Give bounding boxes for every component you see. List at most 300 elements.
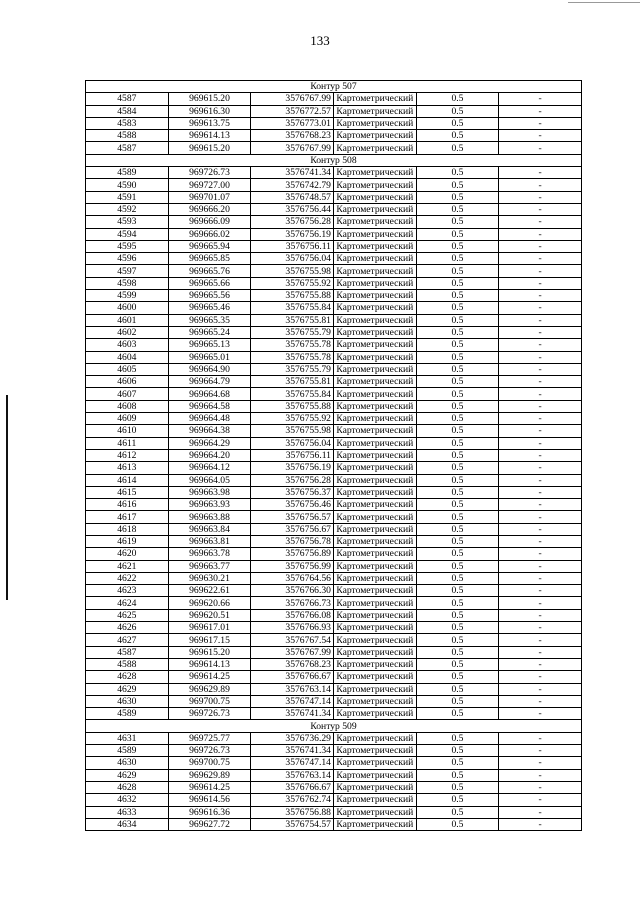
x-coordinate: 969617.01	[168, 622, 251, 634]
description: -	[499, 671, 582, 683]
table-row	[86, 425, 582, 437]
description: -	[499, 167, 582, 179]
y-coordinate: 3576755.81	[251, 376, 334, 388]
x-coordinate: 969665.01	[168, 351, 251, 363]
method: Картометрический	[333, 277, 416, 289]
y-coordinate: 3576756.67	[251, 523, 334, 535]
point-number: 4595	[86, 240, 169, 252]
x-coordinate: 969726.73	[168, 167, 251, 179]
point-number: 4609	[86, 413, 169, 425]
description: -	[499, 339, 582, 351]
method: Картометрический	[333, 388, 416, 400]
x-coordinate: 969627.72	[168, 818, 251, 830]
description: -	[499, 818, 582, 830]
point-number: 4618	[86, 523, 169, 535]
method: Картометрический	[333, 622, 416, 634]
method: Картометрический	[333, 376, 416, 388]
method: Картометрический	[333, 499, 416, 511]
coordinates-table-body	[86, 81, 582, 831]
table-row	[86, 818, 582, 830]
y-coordinate: 3576755.81	[251, 314, 334, 326]
y-coordinate: 3576768.23	[251, 130, 334, 142]
method: Картометрический	[333, 400, 416, 412]
point-number: 4600	[86, 302, 169, 314]
method: Картометрический	[333, 290, 416, 302]
precision: 0.5	[416, 265, 499, 277]
table-row	[86, 548, 582, 560]
table-row	[86, 167, 582, 179]
method: Картометрический	[333, 302, 416, 314]
method: Картометрический	[333, 413, 416, 425]
x-coordinate: 969665.94	[168, 240, 251, 252]
y-coordinate: 3576766.67	[251, 671, 334, 683]
method: Картометрический	[333, 757, 416, 769]
y-coordinate: 3576763.14	[251, 683, 334, 695]
precision: 0.5	[416, 671, 499, 683]
description: -	[499, 240, 582, 252]
precision: 0.5	[416, 609, 499, 621]
y-coordinate: 3576768.23	[251, 658, 334, 670]
coordinates-table	[85, 80, 582, 831]
y-coordinate: 3576747.14	[251, 695, 334, 707]
x-coordinate: 969620.66	[168, 597, 251, 609]
point-number: 4587	[86, 93, 169, 105]
method: Картометрический	[333, 732, 416, 744]
x-coordinate: 969664.58	[168, 400, 251, 412]
point-number: 4617	[86, 511, 169, 523]
y-coordinate: 3576762.74	[251, 794, 334, 806]
method: Картометрический	[333, 326, 416, 338]
y-coordinate: 3576755.88	[251, 290, 334, 302]
description: -	[499, 117, 582, 129]
table-row	[86, 449, 582, 461]
x-coordinate: 969666.09	[168, 216, 251, 228]
x-coordinate: 969629.89	[168, 769, 251, 781]
x-coordinate: 969614.13	[168, 658, 251, 670]
x-coordinate: 969614.25	[168, 781, 251, 793]
point-number: 4615	[86, 486, 169, 498]
x-coordinate: 969665.46	[168, 302, 251, 314]
y-coordinate: 3576755.98	[251, 265, 334, 277]
precision: 0.5	[416, 585, 499, 597]
table-row	[86, 117, 582, 129]
method: Картометрический	[333, 253, 416, 265]
precision: 0.5	[416, 228, 499, 240]
point-number: 4590	[86, 179, 169, 191]
point-number: 4583	[86, 117, 169, 129]
precision: 0.5	[416, 400, 499, 412]
x-coordinate: 969617.15	[168, 634, 251, 646]
table-row	[86, 683, 582, 695]
x-coordinate: 969701.07	[168, 191, 251, 203]
x-coordinate: 969666.20	[168, 203, 251, 215]
precision: 0.5	[416, 240, 499, 252]
method: Картометрический	[333, 351, 416, 363]
description: -	[499, 523, 582, 535]
table-row	[86, 523, 582, 535]
point-number: 4630	[86, 695, 169, 707]
x-coordinate: 969614.56	[168, 794, 251, 806]
method: Картометрический	[333, 339, 416, 351]
y-coordinate: 3576741.34	[251, 708, 334, 720]
x-coordinate: 969629.89	[168, 683, 251, 695]
description: -	[499, 437, 582, 449]
point-number: 4631	[86, 732, 169, 744]
y-coordinate: 3576767.99	[251, 142, 334, 154]
method: Картометрический	[333, 191, 416, 203]
point-number: 4597	[86, 265, 169, 277]
description: -	[499, 757, 582, 769]
method: Картометрический	[333, 449, 416, 461]
scan-margin-bar	[6, 395, 8, 600]
point-number: 4624	[86, 597, 169, 609]
precision: 0.5	[416, 363, 499, 375]
description: -	[499, 794, 582, 806]
description: -	[499, 93, 582, 105]
description: -	[499, 302, 582, 314]
table-row	[86, 437, 582, 449]
y-coordinate: 3576767.99	[251, 646, 334, 658]
description: -	[499, 486, 582, 498]
precision: 0.5	[416, 769, 499, 781]
precision: 0.5	[416, 462, 499, 474]
precision: 0.5	[416, 326, 499, 338]
table-row	[86, 228, 582, 240]
y-coordinate: 3576755.79	[251, 326, 334, 338]
point-number: 4591	[86, 191, 169, 203]
table-row	[86, 794, 582, 806]
method: Картометрический	[333, 105, 416, 117]
point-number: 4621	[86, 560, 169, 572]
precision: 0.5	[416, 572, 499, 584]
precision: 0.5	[416, 634, 499, 646]
description: -	[499, 388, 582, 400]
point-number: 4634	[86, 818, 169, 830]
x-coordinate: 969664.90	[168, 363, 251, 375]
method: Картометрический	[333, 658, 416, 670]
y-coordinate: 3576766.08	[251, 609, 334, 621]
point-number: 4611	[86, 437, 169, 449]
point-number: 4584	[86, 105, 169, 117]
table-row	[86, 535, 582, 547]
x-coordinate: 969614.25	[168, 671, 251, 683]
precision: 0.5	[416, 253, 499, 265]
y-coordinate: 3576756.19	[251, 228, 334, 240]
method: Картометрический	[333, 634, 416, 646]
description: -	[499, 634, 582, 646]
point-number: 4602	[86, 326, 169, 338]
precision: 0.5	[416, 523, 499, 535]
y-coordinate: 3576755.88	[251, 400, 334, 412]
point-number: 4605	[86, 363, 169, 375]
description: -	[499, 585, 582, 597]
point-number: 4625	[86, 609, 169, 621]
y-coordinate: 3576767.99	[251, 93, 334, 105]
point-number: 4589	[86, 167, 169, 179]
x-coordinate: 969665.13	[168, 339, 251, 351]
point-number: 4592	[86, 203, 169, 215]
point-number: 4587	[86, 142, 169, 154]
method: Картометрический	[333, 597, 416, 609]
table-row	[86, 597, 582, 609]
precision: 0.5	[416, 732, 499, 744]
method: Картометрический	[333, 425, 416, 437]
x-coordinate: 969664.05	[168, 474, 251, 486]
y-coordinate: 3576755.92	[251, 413, 334, 425]
table-row	[86, 400, 582, 412]
table-row	[86, 191, 582, 203]
y-coordinate: 3576756.28	[251, 216, 334, 228]
description: -	[499, 499, 582, 511]
y-coordinate: 3576747.14	[251, 757, 334, 769]
description: -	[499, 769, 582, 781]
point-number: 4613	[86, 462, 169, 474]
description: -	[499, 253, 582, 265]
x-coordinate: 969616.30	[168, 105, 251, 117]
precision: 0.5	[416, 437, 499, 449]
table-row	[86, 253, 582, 265]
y-coordinate: 3576755.92	[251, 277, 334, 289]
table-row	[86, 363, 582, 375]
description: -	[499, 548, 582, 560]
description: -	[499, 425, 582, 437]
point-number: 4598	[86, 277, 169, 289]
description: -	[499, 326, 582, 338]
precision: 0.5	[416, 646, 499, 658]
precision: 0.5	[416, 105, 499, 117]
point-number: 4608	[86, 400, 169, 412]
description: -	[499, 413, 582, 425]
x-coordinate: 969700.75	[168, 695, 251, 707]
table-row	[86, 326, 582, 338]
x-coordinate: 969665.66	[168, 277, 251, 289]
table-row	[86, 769, 582, 781]
y-coordinate: 3576756.37	[251, 486, 334, 498]
x-coordinate: 969726.73	[168, 708, 251, 720]
point-number: 4630	[86, 757, 169, 769]
precision: 0.5	[416, 806, 499, 818]
method: Картометрический	[333, 781, 416, 793]
x-coordinate: 969665.85	[168, 253, 251, 265]
method: Картометрический	[333, 695, 416, 707]
table-row	[86, 216, 582, 228]
x-coordinate: 969615.20	[168, 142, 251, 154]
table-row	[86, 203, 582, 215]
table-row	[86, 376, 582, 388]
table-row	[86, 671, 582, 683]
method: Картометрический	[333, 216, 416, 228]
table-row	[86, 646, 582, 658]
x-coordinate: 969663.88	[168, 511, 251, 523]
table-row	[86, 806, 582, 818]
point-number: 4616	[86, 499, 169, 511]
description: -	[499, 449, 582, 461]
point-number: 4589	[86, 708, 169, 720]
method: Картометрический	[333, 142, 416, 154]
method: Картометрический	[333, 560, 416, 572]
point-number: 4587	[86, 646, 169, 658]
x-coordinate: 969663.77	[168, 560, 251, 572]
contour-header-row	[86, 154, 582, 166]
x-coordinate: 969614.13	[168, 130, 251, 142]
y-coordinate: 3576755.84	[251, 302, 334, 314]
precision: 0.5	[416, 339, 499, 351]
description: -	[499, 646, 582, 658]
y-coordinate: 3576756.04	[251, 253, 334, 265]
table-row	[86, 339, 582, 351]
x-coordinate: 969664.29	[168, 437, 251, 449]
x-coordinate: 969664.68	[168, 388, 251, 400]
x-coordinate: 969664.48	[168, 413, 251, 425]
description: -	[499, 105, 582, 117]
point-number: 4610	[86, 425, 169, 437]
method: Картометрический	[333, 314, 416, 326]
table-row	[86, 695, 582, 707]
description: -	[499, 732, 582, 744]
precision: 0.5	[416, 683, 499, 695]
description: -	[499, 216, 582, 228]
method: Картометрический	[333, 523, 416, 535]
method: Картометрический	[333, 462, 416, 474]
y-coordinate: 3576755.98	[251, 425, 334, 437]
y-coordinate: 3576755.79	[251, 363, 334, 375]
precision: 0.5	[416, 117, 499, 129]
contour-title: Контур 509	[86, 720, 582, 732]
precision: 0.5	[416, 622, 499, 634]
description: -	[499, 351, 582, 363]
table-row	[86, 474, 582, 486]
y-coordinate: 3576756.04	[251, 437, 334, 449]
precision: 0.5	[416, 130, 499, 142]
description: -	[499, 363, 582, 375]
contour-title: Контур 507	[86, 81, 582, 93]
x-coordinate: 969664.79	[168, 376, 251, 388]
contour-header-row	[86, 81, 582, 93]
method: Картометрический	[333, 203, 416, 215]
precision: 0.5	[416, 167, 499, 179]
y-coordinate: 3576756.11	[251, 449, 334, 461]
y-coordinate: 3576756.28	[251, 474, 334, 486]
precision: 0.5	[416, 425, 499, 437]
point-number: 4593	[86, 216, 169, 228]
y-coordinate: 3576763.14	[251, 769, 334, 781]
x-coordinate: 969726.73	[168, 745, 251, 757]
method: Картометрический	[333, 117, 416, 129]
precision: 0.5	[416, 499, 499, 511]
method: Картометрический	[333, 179, 416, 191]
x-coordinate: 969663.81	[168, 535, 251, 547]
x-coordinate: 969700.75	[168, 757, 251, 769]
method: Картометрический	[333, 806, 416, 818]
y-coordinate: 3576756.89	[251, 548, 334, 560]
description: -	[499, 191, 582, 203]
y-coordinate: 3576772.57	[251, 105, 334, 117]
method: Картометрический	[333, 818, 416, 830]
table-row	[86, 781, 582, 793]
table-row	[86, 142, 582, 154]
method: Картометрический	[333, 130, 416, 142]
x-coordinate: 969665.56	[168, 290, 251, 302]
table-row	[86, 130, 582, 142]
top-edge-line	[568, 2, 640, 3]
precision: 0.5	[416, 179, 499, 191]
precision: 0.5	[416, 388, 499, 400]
precision: 0.5	[416, 142, 499, 154]
y-coordinate: 3576766.67	[251, 781, 334, 793]
table-row	[86, 622, 582, 634]
x-coordinate: 969666.02	[168, 228, 251, 240]
precision: 0.5	[416, 757, 499, 769]
method: Картометрический	[333, 572, 416, 584]
table-row	[86, 240, 582, 252]
table-row	[86, 572, 582, 584]
page-number: 133	[310, 33, 330, 48]
description: -	[499, 572, 582, 584]
y-coordinate: 3576756.46	[251, 499, 334, 511]
x-coordinate: 969725.77	[168, 732, 251, 744]
precision: 0.5	[416, 290, 499, 302]
point-number: 4629	[86, 683, 169, 695]
description: -	[499, 560, 582, 572]
description: -	[499, 609, 582, 621]
method: Картометрический	[333, 486, 416, 498]
table-row	[86, 351, 582, 363]
point-number: 4601	[86, 314, 169, 326]
table-row	[86, 634, 582, 646]
precision: 0.5	[416, 658, 499, 670]
table-row	[86, 757, 582, 769]
description: -	[499, 474, 582, 486]
y-coordinate: 3576756.19	[251, 462, 334, 474]
table-row	[86, 93, 582, 105]
x-coordinate: 969665.76	[168, 265, 251, 277]
description: -	[499, 745, 582, 757]
method: Картометрический	[333, 769, 416, 781]
precision: 0.5	[416, 781, 499, 793]
table-row	[86, 277, 582, 289]
x-coordinate: 969663.78	[168, 548, 251, 560]
table-row	[86, 290, 582, 302]
table-row	[86, 511, 582, 523]
method: Картометрический	[333, 683, 416, 695]
method: Картометрический	[333, 609, 416, 621]
point-number: 4589	[86, 745, 169, 757]
point-number: 4603	[86, 339, 169, 351]
table-row	[86, 314, 582, 326]
method: Картометрический	[333, 363, 416, 375]
x-coordinate: 969664.38	[168, 425, 251, 437]
y-coordinate: 3576736.29	[251, 732, 334, 744]
point-number: 4627	[86, 634, 169, 646]
method: Картометрический	[333, 745, 416, 757]
y-coordinate: 3576741.34	[251, 745, 334, 757]
point-number: 4628	[86, 781, 169, 793]
y-coordinate: 3576767.54	[251, 634, 334, 646]
point-number: 4594	[86, 228, 169, 240]
point-number: 4620	[86, 548, 169, 560]
description: -	[499, 277, 582, 289]
description: -	[499, 265, 582, 277]
point-number: 4588	[86, 658, 169, 670]
table-row	[86, 388, 582, 400]
point-number: 4628	[86, 671, 169, 683]
precision: 0.5	[416, 413, 499, 425]
point-number: 4614	[86, 474, 169, 486]
point-number: 4599	[86, 290, 169, 302]
point-number: 4612	[86, 449, 169, 461]
precision: 0.5	[416, 745, 499, 757]
precision: 0.5	[416, 191, 499, 203]
